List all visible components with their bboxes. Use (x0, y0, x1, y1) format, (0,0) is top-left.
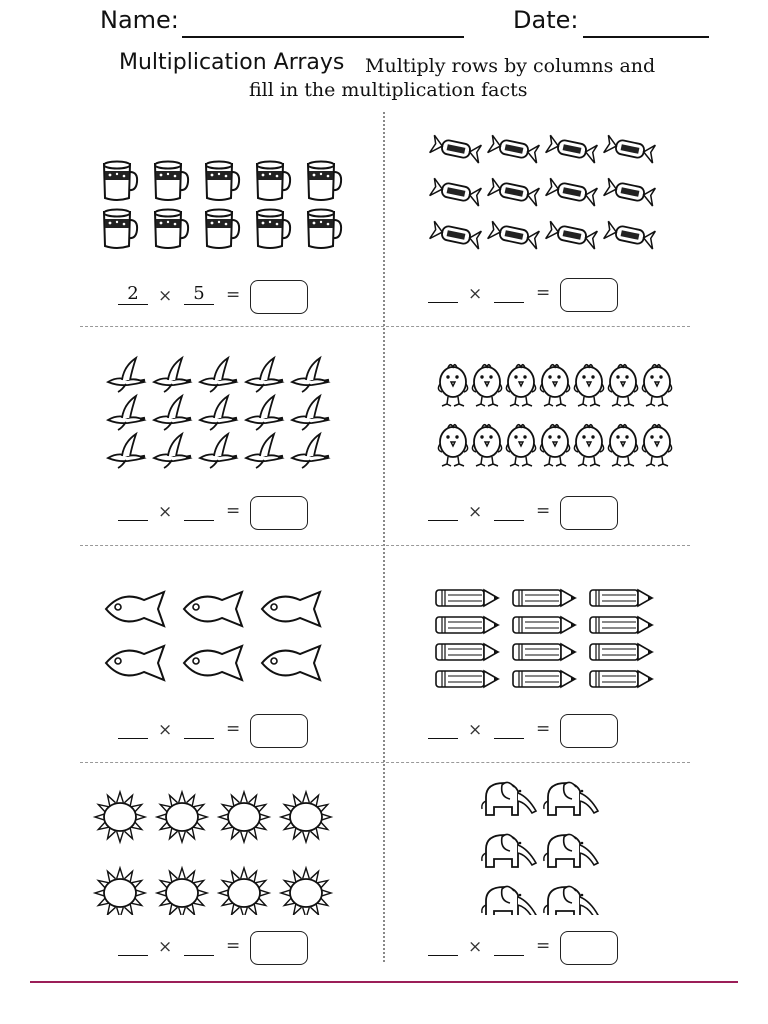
pencil-icon (513, 671, 577, 687)
times-sign: × (468, 284, 483, 304)
chick-icon (540, 425, 569, 466)
factor-1-field[interactable] (428, 718, 458, 739)
candy-icon (430, 135, 483, 163)
mug-icon (155, 162, 188, 201)
problem-7 (80, 765, 380, 980)
fish-icon (106, 646, 164, 680)
date-field[interactable] (583, 36, 709, 38)
product-answer-box[interactable] (250, 931, 308, 965)
factor-1-field[interactable] (428, 282, 458, 303)
equals-sign: = (226, 719, 241, 739)
chick-icon (438, 365, 467, 406)
column-divider (383, 112, 385, 962)
sun-icon (281, 792, 331, 842)
product-answer-box[interactable] (560, 278, 618, 312)
sun-icon (157, 792, 207, 842)
candy-icon (546, 135, 599, 163)
mug-icon (257, 162, 290, 201)
pencil-icon (513, 617, 577, 633)
chick-icon (540, 365, 569, 406)
times-sign: × (158, 502, 173, 522)
candy-icon (488, 135, 541, 163)
array-picture (80, 112, 380, 262)
mug-icon (104, 162, 137, 201)
bird-icon (246, 396, 283, 430)
bird-icon (292, 396, 329, 430)
pencil-icon (436, 590, 500, 606)
factor-2-field[interactable]: 5 (184, 284, 214, 305)
date-label: Date: (513, 6, 579, 34)
mug-icon (257, 210, 290, 249)
equals-sign: = (536, 501, 551, 521)
equals-sign: = (536, 719, 551, 739)
array-picture (390, 765, 690, 915)
fish-icon (184, 646, 242, 680)
pencil-icon (513, 590, 577, 606)
bird-icon (200, 434, 237, 468)
factor-2-field[interactable] (494, 935, 524, 956)
sun-icon (281, 868, 331, 915)
product-answer-box[interactable] (250, 496, 308, 530)
elephant-icon (482, 886, 536, 915)
array-picture (390, 548, 690, 698)
chick-icon (642, 425, 671, 466)
factor-1-field[interactable]: 2 (118, 284, 148, 305)
pencil-icon (590, 671, 654, 687)
bird-icon (154, 434, 191, 468)
factor-2-field[interactable] (494, 282, 524, 303)
footer-rule (30, 981, 738, 983)
chick-icon (472, 425, 501, 466)
pencil-icon (590, 644, 654, 660)
pencil-icon (436, 617, 500, 633)
bird-icon (292, 434, 329, 468)
equals-sign: = (536, 283, 551, 303)
bird-icon (108, 358, 145, 392)
bird-icon (292, 358, 329, 392)
factor-1-field[interactable] (118, 935, 148, 956)
instructions-line-1: Multiply rows by columns and (365, 55, 656, 77)
pencil-icon (513, 644, 577, 660)
bird-icon (154, 396, 191, 430)
mug-icon (155, 210, 188, 249)
bird-icon (200, 358, 237, 392)
problem-1 (80, 112, 380, 327)
candy-icon (604, 221, 657, 249)
times-sign: × (158, 286, 173, 306)
bird-icon (200, 396, 237, 430)
array-picture (390, 112, 690, 262)
times-sign: × (468, 720, 483, 740)
product-answer-box[interactable] (560, 931, 618, 965)
name-label: Name: (100, 6, 179, 34)
sun-icon (219, 792, 269, 842)
chick-icon (642, 365, 671, 406)
bird-icon (108, 396, 145, 430)
problem-4 (390, 330, 690, 545)
factor-1-field[interactable] (428, 500, 458, 521)
bird-icon (154, 358, 191, 392)
chick-icon (506, 425, 535, 466)
factor-1-field[interactable] (428, 935, 458, 956)
problem-2 (390, 112, 690, 327)
candy-icon (546, 178, 599, 206)
candy-icon (488, 221, 541, 249)
mug-icon (308, 162, 341, 201)
mug-icon (104, 210, 137, 249)
factor-2-field[interactable] (184, 718, 214, 739)
equals-sign: = (226, 936, 241, 956)
row-divider (80, 545, 690, 546)
chick-icon (438, 425, 467, 466)
equals-sign: = (226, 285, 241, 305)
pencil-icon (590, 617, 654, 633)
candy-icon (430, 178, 483, 206)
product-answer-box[interactable] (560, 714, 618, 748)
product-answer-box[interactable] (560, 496, 618, 530)
problem-5 (80, 548, 380, 763)
factor-2-field[interactable] (184, 935, 214, 956)
chick-icon (472, 365, 501, 406)
product-answer-box[interactable] (250, 714, 308, 748)
factor-2-field[interactable] (184, 500, 214, 521)
candy-icon (430, 221, 483, 249)
array-picture (390, 330, 690, 480)
instructions-line-2: fill in the multiplication facts (249, 79, 528, 101)
times-sign: × (468, 937, 483, 957)
equals-sign: = (226, 501, 241, 521)
fish-icon (262, 646, 320, 680)
name-field[interactable] (182, 36, 464, 38)
factor-2-field[interactable] (494, 718, 524, 739)
problem-8 (390, 765, 690, 980)
times-sign: × (158, 937, 173, 957)
problem-6 (390, 548, 690, 763)
factor-1-field[interactable] (118, 718, 148, 739)
elephant-icon (544, 834, 598, 867)
chick-icon (506, 365, 535, 406)
equals-sign: = (536, 936, 551, 956)
pencil-icon (590, 590, 654, 606)
problem-3 (80, 330, 380, 545)
elephant-icon (544, 782, 598, 815)
factor-1-field[interactable] (118, 500, 148, 521)
candy-icon (546, 221, 599, 249)
sun-icon (95, 868, 145, 915)
mug-icon (206, 162, 239, 201)
bird-icon (246, 434, 283, 468)
factor-2-field[interactable] (494, 500, 524, 521)
times-sign: × (158, 720, 173, 740)
product-answer-box[interactable] (250, 280, 308, 314)
times-sign: × (468, 502, 483, 522)
chick-icon (574, 425, 603, 466)
elephant-icon (482, 782, 536, 815)
elephant-icon (544, 886, 598, 915)
array-picture (80, 765, 380, 915)
array-picture (80, 330, 380, 480)
sun-icon (157, 868, 207, 915)
mug-icon (206, 210, 239, 249)
candy-icon (604, 178, 657, 206)
bird-icon (108, 434, 145, 468)
sun-icon (95, 792, 145, 842)
chick-icon (574, 365, 603, 406)
chick-icon (608, 425, 637, 466)
mug-icon (308, 210, 341, 249)
bird-icon (246, 358, 283, 392)
pencil-icon (436, 671, 500, 687)
chick-icon (608, 365, 637, 406)
array-picture (80, 548, 380, 698)
fish-icon (262, 592, 320, 626)
pencil-icon (436, 644, 500, 660)
fish-icon (106, 592, 164, 626)
candy-icon (604, 135, 657, 163)
elephant-icon (482, 834, 536, 867)
fish-icon (184, 592, 242, 626)
page-title: Multiplication Arrays (119, 50, 345, 75)
candy-icon (488, 178, 541, 206)
sun-icon (219, 868, 269, 915)
